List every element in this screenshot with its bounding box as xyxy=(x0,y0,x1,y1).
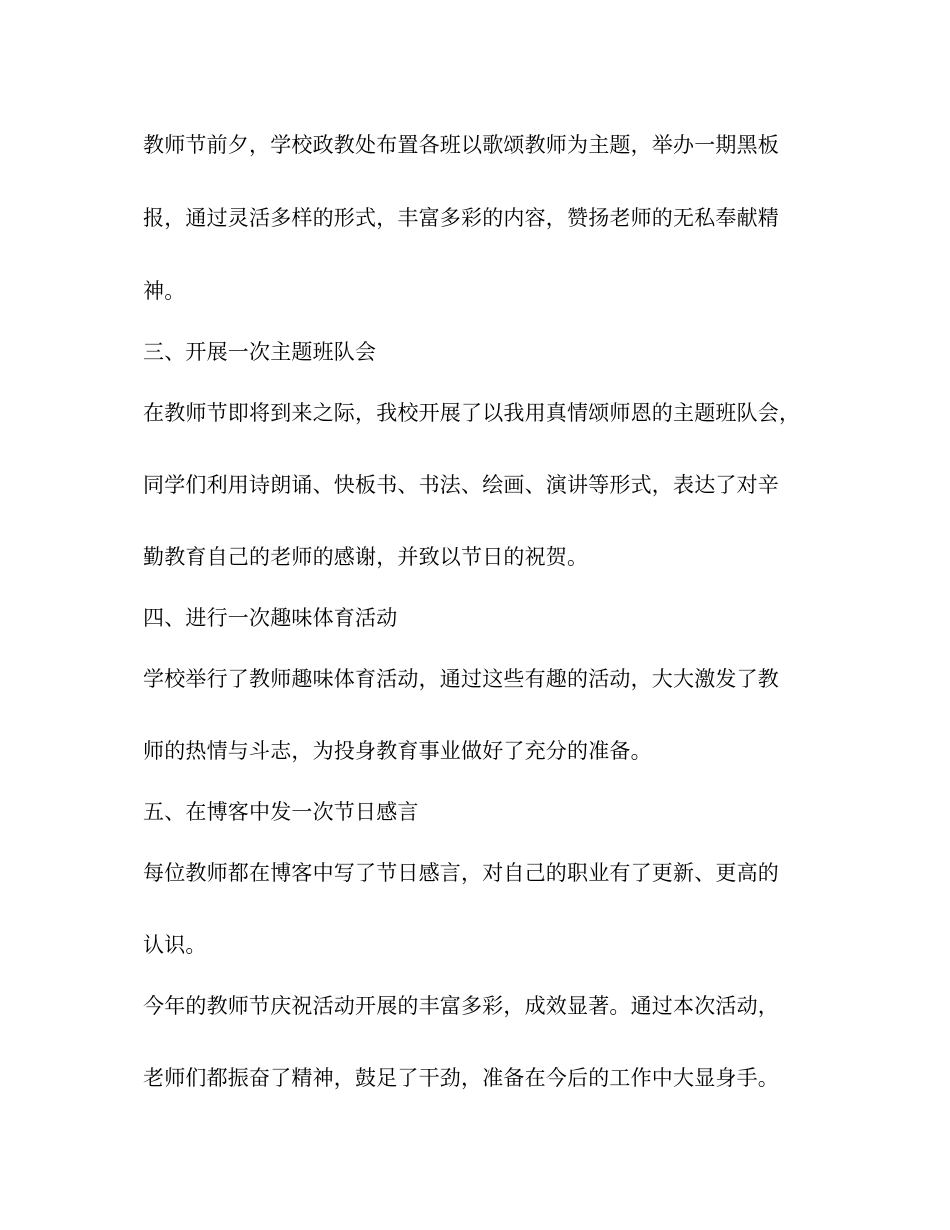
section-heading: 四、进行一次趣味体育活动 xyxy=(143,606,398,630)
paragraph-line: 神。 xyxy=(143,279,186,303)
paragraph-line: 师的热情与斗志，为投身教育事业做好了充分的准备。 xyxy=(143,739,652,763)
section-heading: 五、在博客中发一次节日感言 xyxy=(143,800,419,824)
paragraph-line: 教师节前夕，学校政教处布置各班以歌颂教师为主题，举办一期黑板 xyxy=(143,133,779,157)
paragraph-line: 今年的教师节庆祝活动开展的丰富多彩，成效显著。通过本次活动， xyxy=(143,994,779,1018)
paragraph-line: 老师们都振奋了精神，鼓足了干劲，准备在今后的工作中大显身手。 xyxy=(143,1066,779,1090)
paragraph-line: 认识。 xyxy=(143,933,207,957)
paragraph-line: 每位教师都在博客中写了节日感言，对自己的职业有了更新、更高的 xyxy=(143,861,779,885)
paragraph-line: 报，通过灵活多样的形式，丰富多彩的内容，赞扬老师的无私奉献精 xyxy=(143,206,779,230)
paragraph-line: 在教师节即将到来之际，我校开展了以我用真情颂师恩的主题班队会， xyxy=(143,401,801,425)
paragraph-line: 勤教育自己的老师的感谢，并致以节日的祝贺。 xyxy=(143,545,589,569)
paragraph-line: 学校举行了教师趣味体育活动，通过这些有趣的活动，大大激发了教 xyxy=(143,667,779,691)
paragraph-line: 同学们利用诗朗诵、快板书、书法、绘画、演讲等形式，表达了对辛 xyxy=(143,473,779,497)
section-heading: 三、开展一次主题班队会 xyxy=(143,340,377,364)
